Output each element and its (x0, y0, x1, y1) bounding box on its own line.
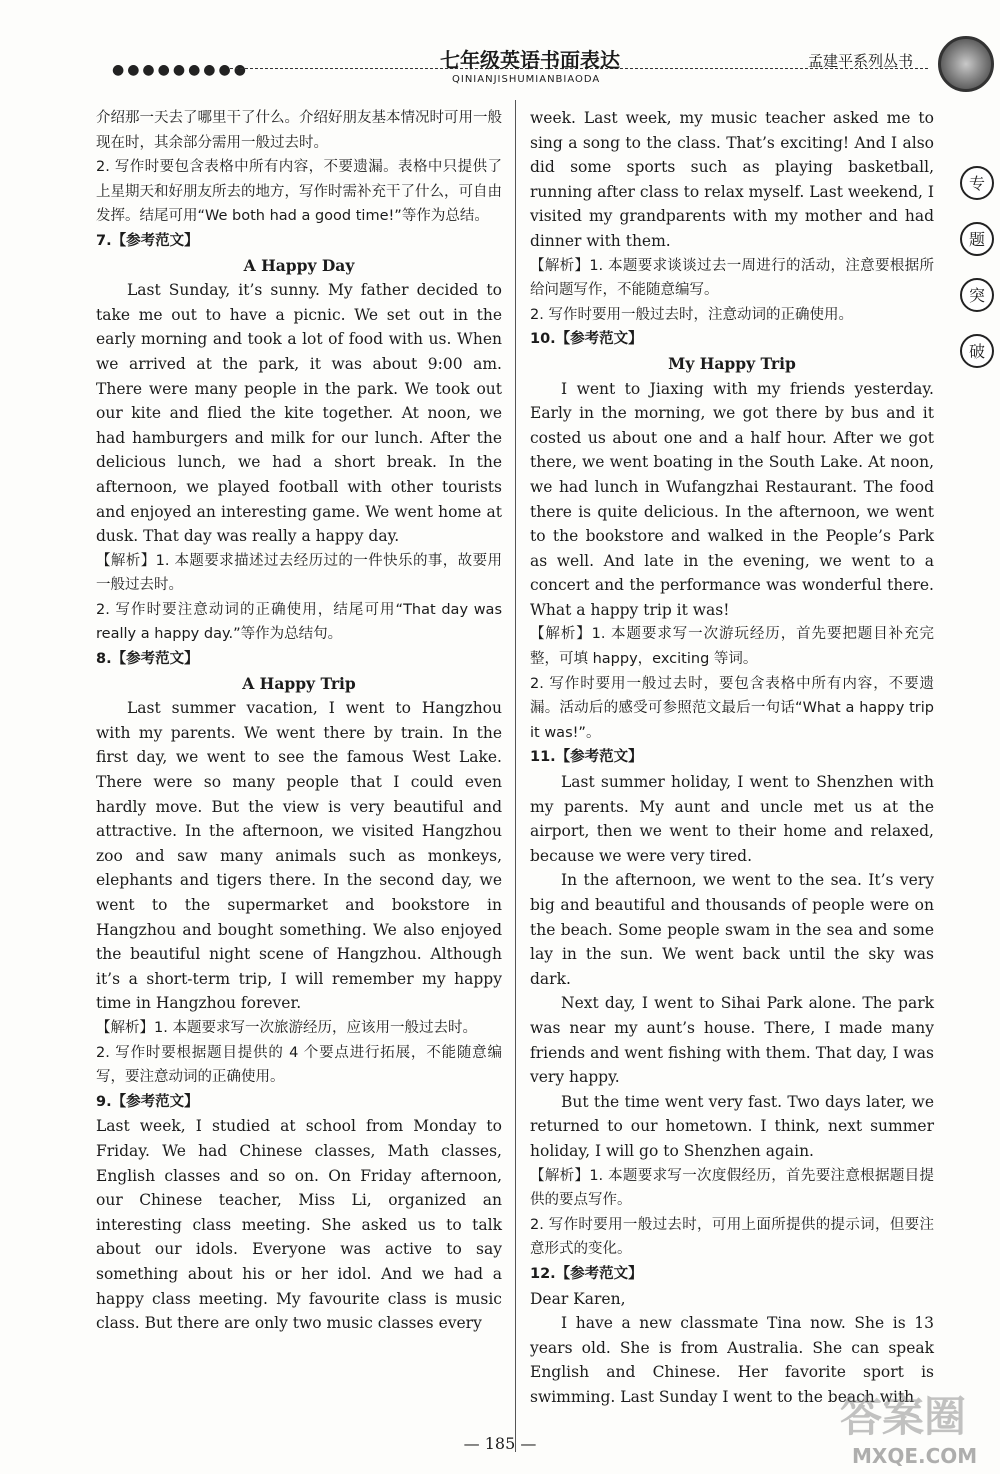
answer-9-analysis-1: 【解析】1. 本题要求谈谈过去一周进行的活动，注意要根据所给问题写作，不能随意编写。 (530, 257, 934, 299)
answer-10-title: My Happy Trip (668, 353, 796, 373)
answer-11-paragraph-2: In the afternoon, we went to the sea. It’s very big and beautiful and thousands of people were on the beach. Some people swam in the sea and some lay in the sun. We went back until the sky was dark. (530, 871, 934, 988)
answer-11-analysis-1: 【解析】1. 本题要求写一次度假经历，首先要注意根据题目提供的要点写作。 (530, 1167, 934, 1209)
answer-10-analysis-2: 2. 写作时要用一般过去时，要包含表格中所有内容，不要遗漏。活动后的感受可参照范文最后一句话“What a happy trip it was!”。 (530, 675, 934, 741)
answer-8-title: A Happy Trip (242, 673, 356, 693)
answer-10-essay: I went to Jiaxing with my friends yesterday. Early in the morning, we got there by bus and it costed us about one and a half hour. After we got there, we went boating in the South Lake. At noon, we had lunch in Wufangzhai Restaurant. The food there is quite delicious. In the afternoon, we went to the bookstore and walked in the People’s Park as well. And late in the evening, we went to a concert and the performance was wonderful there. What a happy trip it was! (530, 379, 934, 619)
answer-11-paragraph-4: But the time went very fast. Two days later, we returned to our hometown. I think, next summer holiday, I will go to Shenzhen again. (530, 1092, 934, 1160)
book-title-pinyin: QINIANJISHUMIANBIAODA (452, 74, 601, 85)
right-column (530, 106, 934, 1409)
side-tab-ti: 题 (960, 222, 994, 256)
watermark-logo: 答案圈 (840, 1392, 967, 1441)
answer-9-essay: Last week, I studied at school from Monday to Friday. We had Chinese classes, Math classes, English classes and so on. On Friday afternoon, our Chinese teacher, Miss Li, organized an interesting class meeting. She asked us to talk about our idols. Everyone was active to say something about his or her idol. And we had a happy class meeting. My favourite class is music class. But there are only two music classes every (96, 1117, 502, 1333)
answer-9-analysis-2: 2. 写作时要用一般过去时，注意动词的正确使用。 (530, 306, 853, 323)
answer-7-title: A Happy Day (243, 255, 355, 275)
watermark-url: MXQE.COM (852, 1444, 978, 1468)
answer-8-analysis-2: 2. 写作时要根据题目提供的 4 个要点进行拓展，不能随意编写，要注意动词的正确使用。 (96, 1044, 502, 1086)
answer-9-label: 9.【参考范文】 (96, 1093, 199, 1110)
answer-12-salutation: Dear Karen, (530, 1289, 626, 1308)
side-tab-tu: 突 (960, 278, 994, 312)
answer-6-analysis-2: 2. 写作时要包含表格中所有内容，不要遗漏。表格中只提供了上星期天和好朋友所去的地方，写作时需补充干了什么，可自由发挥。结尾可用“We both had a good time!”等作为总结。 (96, 159, 502, 225)
header-dots: ●●●●●●●●● (112, 62, 249, 78)
column-divider (515, 100, 516, 1452)
left-column (96, 106, 502, 1336)
series-name: 孟建平系列丛书 (808, 52, 914, 70)
side-tab-po: 破 (960, 334, 994, 368)
answer-11-label: 11.【参考范文】 (530, 749, 643, 766)
page-header (0, 0, 1000, 86)
answer-11-analysis-2: 2. 写作时要用一般过去时，可用上面所提供的提示词，但要注意形式的变化。 (530, 1216, 934, 1258)
answer-7-essay: Last Sunday, it’s sunny. My father decided to take me out to have a picnic. We set out in the early morning and took a lot of food with us. When we arrived at the park, it was about 9:00 am. There were many people in the park. We took out our kite and flied the kite together. At noon, we had hamburgers and milk for our lunch. After the delicious lunch, we had a short break. In the afternoon, we played football with other tourists and enjoyed an interesting game. We went home at dusk. That day was really a happy day. (96, 281, 502, 546)
answer-8-label: 8.【参考范文】 (96, 651, 199, 668)
side-section-tabs (960, 166, 1000, 390)
publisher-logo-icon (938, 36, 994, 92)
answer-12-label: 12.【参考范文】 (530, 1265, 643, 1282)
answer-12-letter: I have a new classmate Tina now. She is 13 years old. She is from Australia. She can speak English and Chinese. Her favorite sport is swimming. Last Sunday I went to the beach with (530, 1314, 934, 1406)
answer-6-analysis-cont: 介绍那一天去了哪里干了什么。介绍好朋友基本情况时可用一般现在时，其余部分需用一般过去时。 (96, 110, 502, 151)
book-title: 七年级英语书面表达 (440, 48, 620, 72)
side-tab-zhuan: 专 (960, 166, 994, 200)
answer-7-label: 7.【参考范文】 (96, 232, 199, 249)
answer-11-paragraph-3: Next day, I went to Sihai Park alone. The park was near my aunt’s house. There, I made many friends and went fishing with them. That day, I was very happy. (530, 994, 934, 1087)
answer-10-label: 10.【参考范文】 (530, 331, 643, 348)
answer-7-analysis-1: 【解析】1. 本题要求描述过去经历过的一件快乐的事，故要用一般过去时。 (96, 552, 502, 594)
answer-8-analysis-1: 【解析】1. 本题要求写一次旅游经历，应该用一般过去时。 (96, 1019, 477, 1036)
answer-11-paragraph-1: Last summer holiday, I went to Shenzhen with my parents. My aunt and uncle met us at the airport, then we went to their home and relaxed, because we were very tired. (530, 773, 934, 865)
answer-9-essay-cont: week. Last week, my music teacher asked me to sing a song to the class. That’s exciting! And I also did some sports such as playing basketball, running after class to relax myself. Last weekend, I visited my grandparents with my mother and had dinner with them. (530, 109, 934, 250)
answer-7-analysis-2: 2. 写作时要注意动词的正确使用，结尾可用“That day was really a happy day.”等作为总结句。 (96, 601, 502, 643)
answer-10-analysis-1: 【解析】1. 本题要求写一次游玩经历，首先要把题目补充完整，可填 happy，exciting 等词。 (530, 626, 934, 668)
answer-8-essay: Last summer vacation, I went to Hangzhou with my parents. We went there by train. In the first day, we went to see the famous West Lake. There were so many people that I could even hardly move. But the view is very beautiful and attractive. In the afternoon, we visited Hangzhou zoo and saw many animals such as monkeys, elephants and tigers there. In the second day, we went to the supermarket and bookstore in Hangzhou and bought something. We also enjoyed the beautiful night scene of Hangzhou. Although it’s a short-term trip, I will remember my happy time in Hangzhou forever. (96, 699, 502, 1013)
page-number: — 185 — (463, 1434, 537, 1453)
